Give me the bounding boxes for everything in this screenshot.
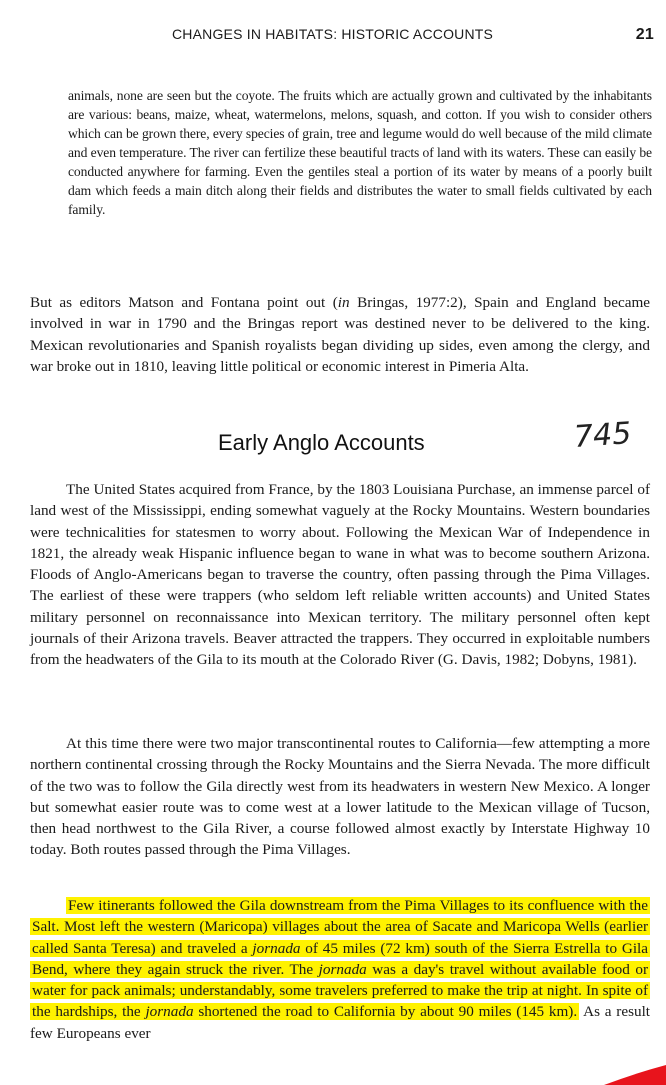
paragraph-1: The United States acquired from France, by the 1803 Louisiana Purchase, an immense parcel of land west of the Mississippi, ending somewhat vaguely at the Rocky Mountains. Western boundaries were technicalities for statesmen to worry about. Following the Mexican War of Independence in 1821, the already weak Hispanic influence began to wane in what was to become southern Arizona. Floods of Anglo-Americans began to traverse the country, often passing through the Pima Villages. The earliest of these were trappers (who seldom left reliable written accounts) and United States military personnel on reconnaissance into Mexican territory. The military personnel often kept journals of their Arizona travels. Beaver attracted the trappers. They occurred in exploitable numbers from the headwaters of the Gila to its mouth at the Colorado River (G. Davis, 1982; Dobyns, 1981). (30, 481, 650, 669)
p3-seg-2: of 45 miles (72 km) south of the Sierra Estrella to Gila Bend, where they again struck the river. The (32, 939, 649, 978)
highlighted-passage (30, 897, 650, 1020)
block-quote: animals, none are seen but the coyote. The fruits which are actually grown and cultivated by the inhabitants are various: beans, maize, wheat, watermelons, melons, squash, and cotton. If you wish to consider others which can be grown there, every species of grain, tree and legume would do well because of the mild climate and even temperature. The river can fertilize these beautiful tracts of land with its waters. These can easily be conducted anywhere for farming. Even the gentiles steal a portion of its water by means of a poorly built dam which feeds a main ditch along their fields and distributes the water to small fields cultivated by each family. (68, 88, 652, 217)
p3-jornada-3: jornada (145, 1003, 194, 1021)
p3-seg-1: Few itinerants followed the Gila downstream from the Pima Villages to its confluence with the Salt. Most left the western (Maricopa) villages about the area of Sacate and Maricopa Wells (earlier called Santa Teresa) and traveled a (32, 897, 648, 957)
section-heading: Early Anglo Accounts (218, 430, 425, 455)
paragraph-2: At this time there were two major transcontinental routes to California—few attempting a more northern continental crossing through the Rocky Mountains and the Sierra Nevada. The more difficult of the two was to follow the Gila directly west from its headwaters in western New Mexico. A longer but somewhat easier route was to come west at a lower latitude to the Mexican village of Tucson, then head northwest to the Gila River, a course followed almost exactly by Interstate Highway 10 today. Both routes passed through the Pima Villages. (30, 735, 650, 859)
p3-jornada-2: jornada (318, 960, 367, 978)
handwritten-annotation: 745 (572, 416, 633, 455)
running-title: CHANGES IN HABITATS: HISTORIC ACCOUNTS (172, 26, 494, 42)
p3-tail: As a result few Europeans ever (30, 1003, 651, 1042)
p3-seg-3: was a day's travel without available food or water for pack animals; understandably, some travelers preferred to make the trip at night. In spite of the hardships, the (32, 960, 648, 1021)
running-header (0, 26, 666, 46)
red-corner-mark (596, 1061, 666, 1085)
p3-jornada-1: jornada (252, 939, 301, 957)
paragraph-3 (30, 895, 650, 1044)
intro-text-a: But as editors Matson and Fontana point out ( (30, 294, 338, 311)
intro-paragraph (30, 292, 650, 377)
p3-seg-4: shortened the road to California by about 90 miles (145 km). (193, 1003, 578, 1021)
page-number: 21 (635, 26, 654, 43)
intro-text-b: Bringas, 1977:2), Spain and England became involved in war in 1790 and the Bringas report was destined never to be delivered to the king. Mexican revolutionaries and Spanish royalists began dividing up sides, even among the clergy, and war broke out in 1810, leaving little political or economic interest in Pimeria Alta. (30, 294, 651, 375)
red-swoosh-shape (604, 1065, 666, 1085)
intro-italic-in: in (337, 294, 350, 311)
